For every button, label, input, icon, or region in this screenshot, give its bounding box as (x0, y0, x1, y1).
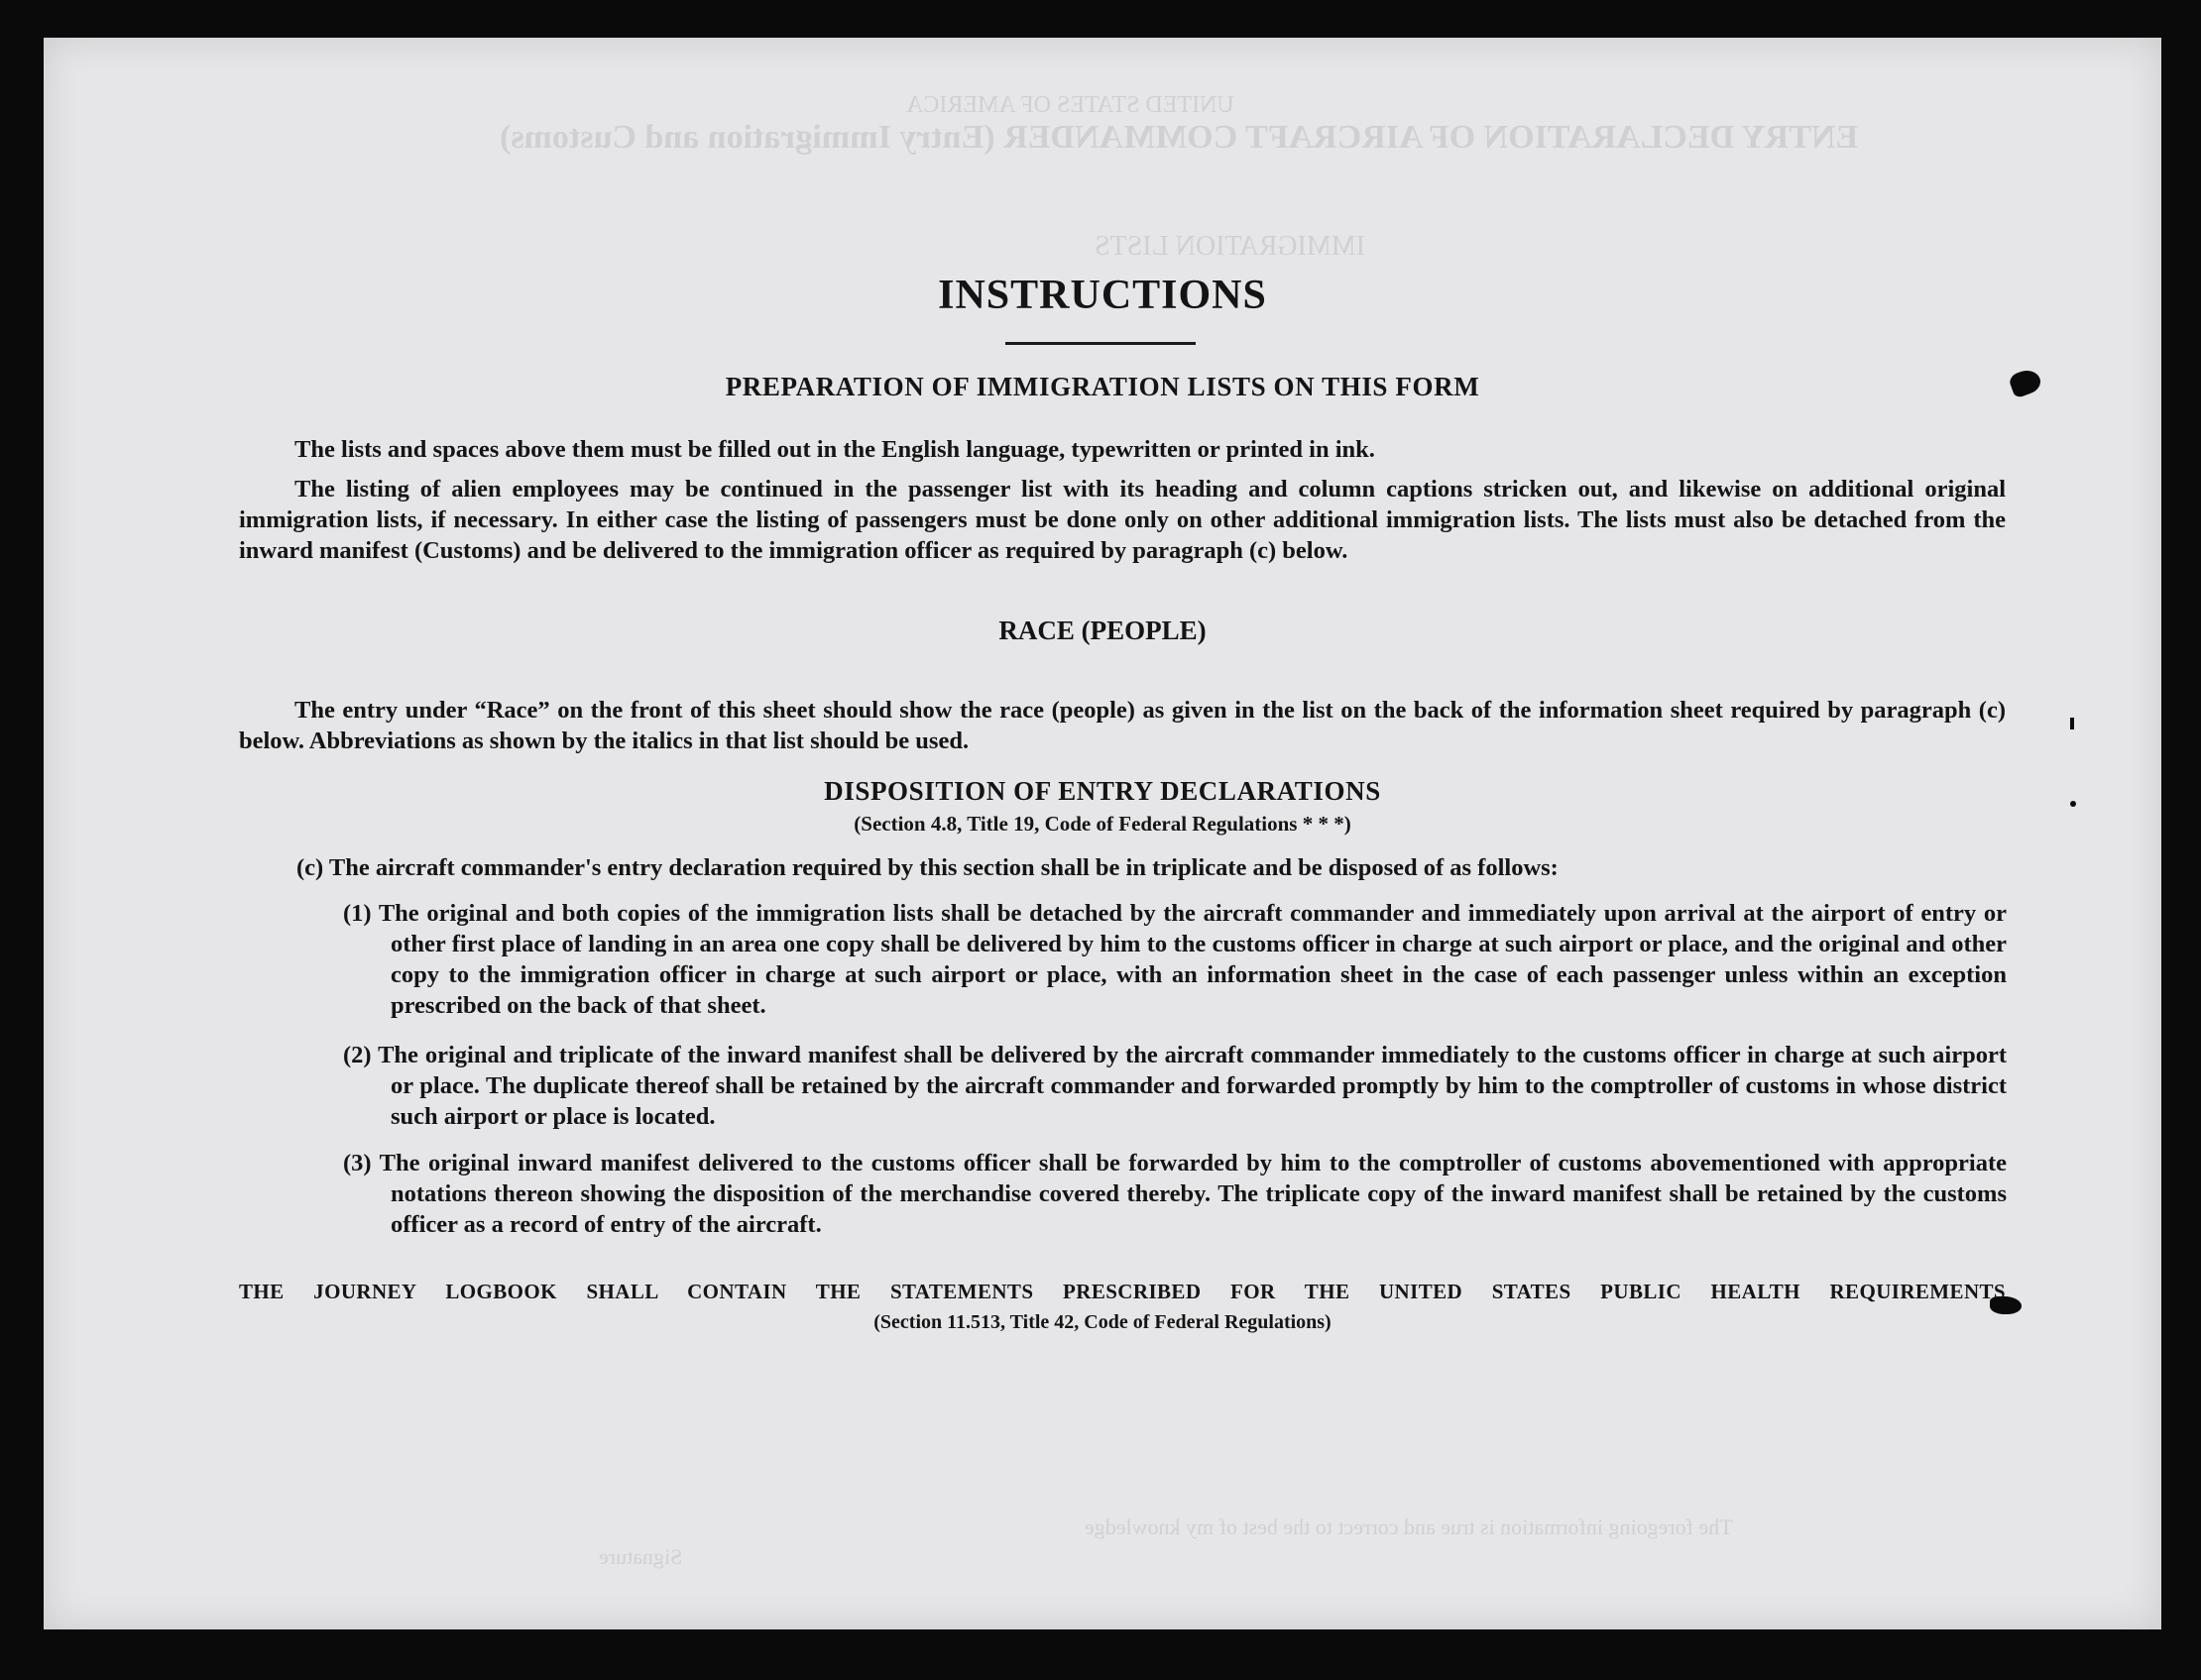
race-heading: RACE (PEOPLE) (998, 616, 1207, 645)
disposition-intro: (c) The aircraft commander's entry declaration required by this section shall be in triplicate and be disposed of as follows: (296, 854, 1559, 881)
public-health-citation: (Section 11.513, Title 42, Code of Federal Regulations) (873, 1311, 1332, 1333)
bleed-through-text: IMMIGRATION LISTS (1095, 231, 1365, 262)
race-paragraph: The entry under “Race” on the front of this sheet should show the race (people) as given in the list on the back of the information sheet required by paragraph (c) below. Abbreviations as shown by the italics in that list should be used. (239, 697, 2006, 754)
title-underline (1005, 342, 1196, 345)
disposition-citation: (Section 4.8, Title 19, Code of Federal Regulations * * *) (854, 812, 1351, 836)
disposition-item-2: (2) The original and triplicate of the inward manifest shall be delivered by the aircraft commander immediately to the customs officer in charge at such airport or place. The duplicate thereof shall be retained by the aircraft commander and forwarded promptly by him to the comptroller of customs in whose district such airport or place is located. (343, 1042, 2007, 1130)
bleed-through-text: UNITED STATES OF AMERICA (906, 92, 1234, 118)
document-sheet (44, 38, 2161, 1629)
disposition-heading: DISPOSITION OF ENTRY DECLARATIONS (824, 776, 1381, 806)
disposition-item-1: (1) The original and both copies of the immigration lists shall be detached by the aircraft commander and immediately upon arrival at the airport of entry or other first place of landing in an area one copy shall be delivered by him to the customs officer in charge at such airport or place, and the original and other copy to the immigration officer in charge at such airport or place, with an information sheet in the case of each passenger unless within an exception prescribed on the back of that sheet. (343, 900, 2007, 1019)
preparation-heading: PREPARATION OF IMMIGRATION LISTS ON THIS FORM (725, 372, 1480, 401)
page-title: INSTRUCTIONS (938, 273, 1267, 318)
public-health-statement: THE JOURNEY LOGBOOK SHALL CONTAIN THE STATEMENTS PRESCRIBED FOR THE UNITED STATES PUBLIC HEALTH REQUIREMENTS (239, 1280, 2006, 1303)
instructions-content (44, 38, 2161, 1629)
preparation-paragraph: The lists and spaces above them must be filled out in the English language, typewritten or printed in ink. (294, 436, 1375, 463)
preparation-paragraph: The listing of alien employees may be continued in the passenger list with its heading and column captions stricken out, and likewise on additional original immigration lists, if necessary. In either case the listing of passengers must be done only on other additional immigration lists. The lists must also be detached from the inward manifest (Customs) and be delivered to the immigration officer as required by paragraph (c) below. (239, 476, 2006, 564)
bleed-through-text: The foregoing information is true and correct to the best of my knowledge (1085, 1514, 1733, 1539)
bleed-through-text: Signature (599, 1544, 683, 1569)
disposition-item-3: (3) The original inward manifest delivered to the customs officer shall be forwarded by him to the comptroller of customs abovementioned with appropriate notations thereon showing the disposition of the merchandise covered thereby. The triplicate copy of the inward manifest shall be retained by the customs officer as a record of entry of the aircraft. (343, 1150, 2007, 1238)
bleed-through-text: ENTRY DECLARATION OF AIRCRAFT COMMANDER (Entry Immigration and Customs) (500, 119, 1859, 156)
